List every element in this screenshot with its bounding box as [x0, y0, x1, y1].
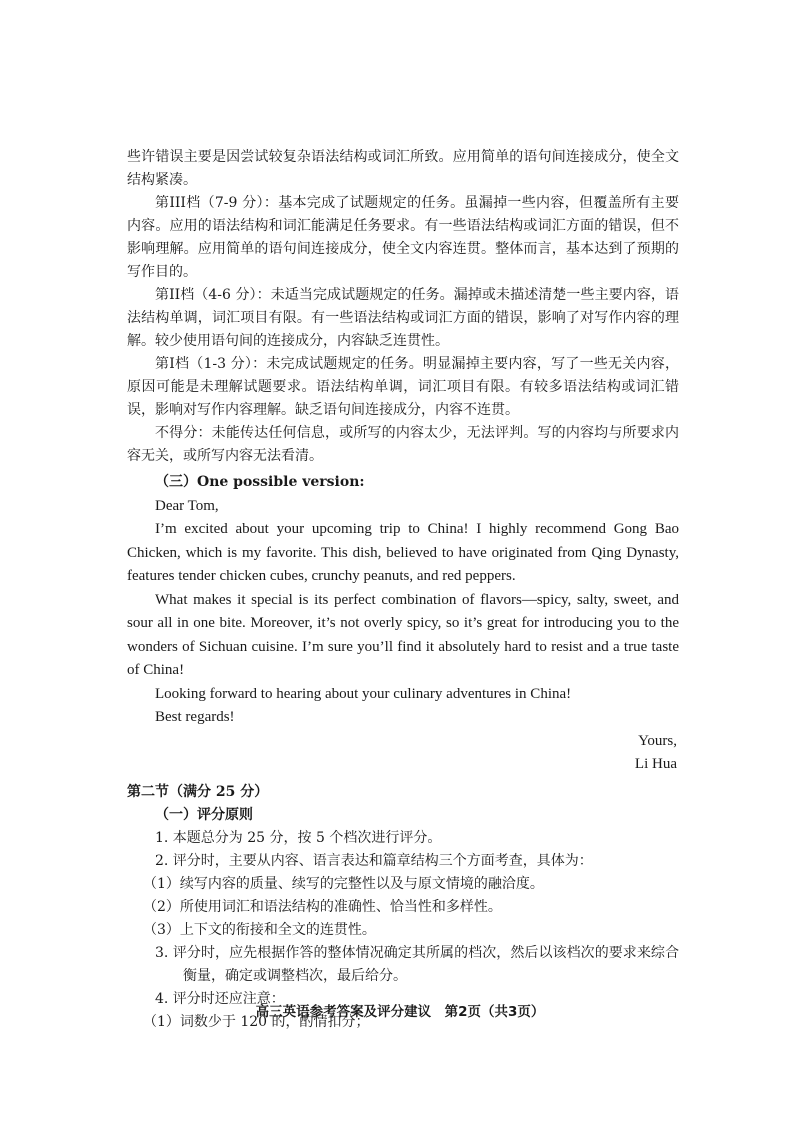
letter-paragraph-3: Looking forward to hearing about your culinary adventures in China!: [155, 685, 572, 702]
criteria-item-3: 3. 评分时，应先根据作答的整体情况确定其所属的档次，然后以该档次的要求来综合衡量，确定或调整档次，最后给分。: [155, 944, 679, 984]
rubric-paragraph-band-2: 第II档（4-6 分）：未适当完成试题规定的任务。漏掉或未描述清楚一些主要内容，语法结构单调，词汇项目有限。有一些语法结构或词汇方面的错误，影响了对写作内容的理解。较少使用语句间的连接成分，内容缺乏连贯性。: [127, 287, 679, 349]
rubric-paragraph-band-3: 第III档（7-9 分）：基本完成了试题规定的任务。虽漏掉一些内容，但覆盖所有主要内容。应用的语法结构和词汇能满足任务要求。有一些语法结构或词汇方面的错误，但不影响理解。应用简单的语句间连接成分，使全文内容连贯。整体而言，基本达到了预期的写作目的。: [127, 195, 679, 280]
criteria-item-4: 4. 评分时还应注意：: [155, 990, 285, 1007]
rubric-paragraph-no-score: 不得分：未能传达任何信息，或所写的内容太少，无法评判。写的内容均与所要求内容无关，或所写内容无法看清。: [127, 425, 679, 464]
criteria-item-1: 1. 本题总分为 25 分，按 5 个档次进行评分。: [155, 829, 442, 846]
letter-paragraph-1: I’m excited about your upcoming trip to China! I highly recommend Gong Bao Chicken, which is my favorite. This dish, believed to have originated from Qing Dynasty, features tender chicken cubes, crunchy peanuts, and red peppers.: [127, 521, 679, 584]
criteria-item-2: 2. 评分时，主要从内容、语言表达和篇章结构三个方面考查，具体为：: [155, 852, 593, 869]
sample-letter: [127, 471, 679, 777]
letter-sign-off: Yours,: [638, 732, 677, 749]
letter-paragraph-2: What makes it special is its perfect combination of flavors—spicy, salty, sweet, and sour all in one bite. Moreover, it’s not overly spicy, so it’s great for introducing you to the wonders of Sichuan cuisine. I’m sure you’ll find it absolutely hard to resist and a true taste of China!: [127, 591, 679, 678]
letter-greeting: Dear Tom,: [155, 497, 219, 514]
criteria-item-2a: （1）续写内容的质量、续写的完整性以及与原文情境的融洽度。: [143, 875, 544, 892]
sample-heading: （三）One possible version:: [155, 474, 365, 490]
criteria-item-2b: （2）所使用词汇和语法结构的准确性、恰当性和多样性。: [143, 898, 502, 915]
criteria-item-2c: （3）上下文的衔接和全文的连贯性。: [143, 921, 376, 938]
rubric-paragraph-band-1: 第I档（1-3 分）：未完成试题规定的任务。明显漏掉主要内容，写了一些无关内容，原因可能是未理解试题要求。语法结构单调，词汇项目有限。有较多语法结构或词汇错误，影响对写作内容理解。缺乏语句间连接成分，内容不连贯。: [127, 356, 679, 418]
letter-closing: Best regards!: [155, 709, 235, 725]
section-2-title: 第二节（满分 25 分）: [127, 783, 269, 800]
rubric-paragraph-0: 些许错误主要是因尝试较复杂语法结构或词汇所致。应用简单的语句间连接成分，使全文结构紧凑。: [127, 149, 679, 188]
section-2-subtitle: （一）评分原则: [155, 806, 253, 823]
criteria-item-4a: （1）词数少于 120 的，酌情扣分；: [143, 1013, 370, 1030]
page-footer: 高三英语参考答案及评分建议 第2页（共3页）: [255, 1004, 545, 1020]
page-content: [127, 146, 679, 1034]
letter-signature: Li Hua: [634, 756, 677, 772]
